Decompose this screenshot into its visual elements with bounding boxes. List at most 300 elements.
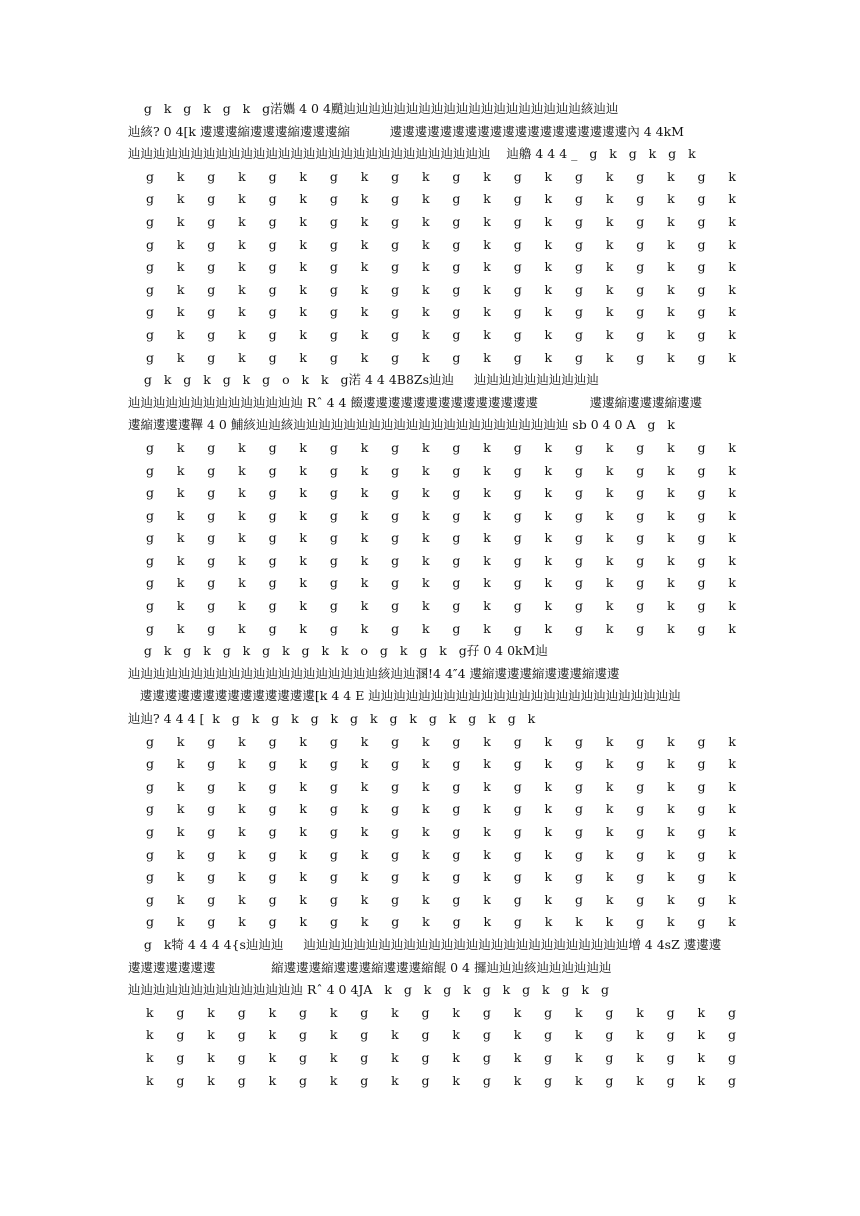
letter-cell: k: [421, 530, 430, 546]
letter-cell: k: [667, 236, 675, 252]
letter-cell: k: [728, 507, 736, 523]
letter-cell: k: [605, 213, 614, 229]
letter-cell: g: [574, 620, 583, 636]
letter-cell: g: [329, 801, 338, 817]
letter-cell: k: [299, 733, 307, 749]
letter-cell: g: [146, 575, 155, 591]
letter-row: [128, 731, 738, 754]
letter-cell: g: [697, 598, 706, 614]
letter-cell: k: [360, 168, 369, 184]
letter-cell: g: [452, 304, 461, 320]
letter-cell: k: [360, 485, 369, 501]
letter-cell: k: [238, 733, 246, 749]
letter-cell: k: [360, 213, 369, 229]
letter-cell: k: [422, 914, 430, 930]
letter-cell: g: [268, 801, 277, 817]
letter-cell: k: [421, 259, 430, 275]
letter-cell: g: [636, 620, 645, 636]
letter-cell: g: [268, 281, 277, 297]
letter-cell: k: [360, 281, 369, 297]
letter-cell: k: [146, 1027, 154, 1043]
letter-cell: k: [697, 1072, 706, 1088]
letter-cell: k: [329, 1004, 338, 1020]
letter-cell: k: [176, 846, 185, 862]
letter-cell: k: [483, 801, 491, 817]
letter-cell: k: [544, 304, 553, 320]
letter-cell: k: [238, 846, 246, 862]
letter-cell: g: [268, 462, 277, 478]
letter-cell: g: [329, 530, 338, 546]
letter-cell: k: [421, 733, 430, 749]
letter-cell: k: [176, 530, 185, 546]
letter-cell: g: [329, 824, 338, 839]
letter-cell: g: [697, 530, 706, 546]
letter-cell: k: [452, 1004, 460, 1020]
letter-cell: k: [421, 168, 430, 184]
letter-cell: k: [667, 598, 675, 614]
letter-cell: k: [605, 462, 614, 478]
letter-cell: k: [605, 891, 614, 907]
letter-cell: k: [299, 756, 307, 772]
letter-cell: k: [728, 801, 736, 817]
letter-cell: g: [636, 824, 645, 839]
letter-cell: g: [268, 213, 277, 229]
letter-cell: g: [329, 485, 338, 501]
letter-cell: g: [727, 1072, 736, 1088]
letter-cell: k: [483, 168, 491, 184]
letter-cell: g: [697, 801, 706, 817]
letter-cell: k: [176, 756, 185, 772]
letter-cell: k: [728, 213, 736, 229]
letter-cell: g: [513, 552, 522, 568]
letter-cell: g: [452, 824, 461, 839]
letter-row: [128, 347, 738, 370]
letter-cell: g: [207, 439, 216, 455]
letter-cell: k: [728, 733, 736, 749]
letter-cell: k: [483, 778, 491, 794]
letter-cell: g: [207, 552, 216, 568]
letter-cell: k: [728, 575, 736, 591]
letter-cell: g: [237, 1072, 246, 1088]
letter-cell: g: [697, 756, 706, 772]
letter-cell: k: [483, 507, 491, 523]
letter-cell: g: [268, 778, 277, 794]
letter-cell: k: [238, 349, 246, 365]
letter-cell: k: [636, 1072, 644, 1088]
letter-cell: k: [421, 778, 430, 794]
document-body: [128, 98, 738, 1092]
letter-cell: g: [636, 733, 645, 749]
letter-cell: k: [421, 191, 430, 207]
letter-cell: k: [728, 304, 736, 320]
letter-cell: k: [513, 1049, 522, 1065]
letter-cell: g: [452, 846, 461, 862]
letter-cell: g: [482, 1004, 491, 1020]
letter-cell: g: [391, 304, 400, 320]
letter-cell: g: [636, 778, 645, 794]
letter-cell: k: [360, 891, 369, 907]
letter-cell: k: [483, 485, 491, 501]
letter-cell: g: [452, 891, 461, 907]
letter-cell: k: [176, 462, 185, 478]
letter-cell: k: [299, 914, 308, 930]
letter-cell: k: [574, 1072, 583, 1088]
letter-cell: g: [452, 620, 461, 636]
letter-cell: g: [513, 349, 522, 365]
letter-cell: k: [421, 326, 430, 342]
letter-cell: k: [728, 462, 736, 478]
letter-cell: g: [207, 530, 216, 546]
letter-cell: g: [482, 1049, 491, 1065]
letter-cell: g: [452, 191, 461, 207]
letter-row: [128, 1047, 738, 1070]
letter-cell: g: [207, 236, 216, 252]
letter-cell: k: [176, 191, 185, 207]
letter-cell: k: [452, 1072, 460, 1088]
letter-cell: k: [544, 552, 553, 568]
letter-cell: g: [636, 191, 645, 207]
letter-cell: k: [299, 304, 307, 320]
letter-cell: g: [513, 598, 522, 614]
letter-cell: g: [636, 236, 645, 252]
letter-cell: k: [299, 891, 307, 907]
letter-cell: g: [697, 507, 706, 523]
letter-cell: g: [452, 168, 461, 184]
letter-cell: k: [299, 824, 307, 839]
letter-cell: g: [452, 801, 461, 817]
letter-cell: k: [176, 824, 185, 839]
letter-cell: k: [667, 191, 675, 207]
letter-cell: k: [176, 914, 185, 930]
letter-cell: k: [452, 1027, 460, 1043]
letter-cell: g: [391, 462, 400, 478]
letter-cell: g: [207, 462, 216, 478]
text-line: g k g k g k g o k k g渃 4 4 4B8Zs辿辿 辿辿辿辿辿辿辿辿辿辿: [128, 372, 599, 388]
letter-cell: g: [329, 756, 338, 772]
letter-cell: g: [574, 801, 583, 817]
letter-cell: k: [299, 326, 307, 342]
letter-cell: g: [146, 485, 155, 501]
letter-cell: g: [329, 507, 338, 523]
letter-cell: k: [421, 846, 430, 862]
letter-cell: k: [605, 552, 614, 568]
letter-cell: g: [391, 349, 400, 365]
letter-cell: k: [176, 891, 185, 907]
letter-cell: g: [636, 914, 645, 930]
letter-row: [128, 256, 738, 279]
letter-cell: g: [176, 1004, 185, 1020]
letter-cell: g: [727, 1004, 736, 1020]
letter-cell: g: [452, 326, 461, 342]
letter-cell: g: [391, 620, 400, 636]
letter-cell: k: [238, 304, 246, 320]
letter-cell: g: [268, 598, 277, 614]
letter-cell: k: [697, 1004, 706, 1020]
letter-cell: g: [513, 575, 522, 591]
letter-cell: g: [298, 1027, 307, 1043]
letter-cell: g: [329, 869, 338, 885]
letter-cell: g: [513, 304, 522, 320]
letter-cell: k: [636, 1049, 644, 1065]
letter-cell: g: [146, 914, 155, 930]
letter-cell: g: [574, 778, 583, 794]
letter-cell: k: [483, 281, 491, 297]
letter-cell: k: [421, 598, 430, 614]
letter-cell: k: [176, 507, 185, 523]
letter-cell: k: [176, 439, 185, 455]
letter-cell: g: [605, 1004, 614, 1020]
letter-cell: k: [360, 326, 369, 342]
letter-row: [128, 166, 738, 189]
letter-cell: k: [544, 733, 553, 749]
letter-cell: g: [452, 756, 461, 772]
letter-row: [128, 866, 738, 889]
letter-cell: g: [697, 349, 706, 365]
letter-cell: g: [391, 191, 400, 207]
letter-cell: k: [544, 530, 553, 546]
letter-cell: k: [299, 598, 307, 614]
letter-row: [128, 301, 738, 324]
letter-cell: g: [574, 733, 583, 749]
letter-row: [128, 234, 738, 257]
letter-cell: g: [636, 507, 645, 523]
letter-cell: k: [238, 326, 246, 342]
letter-cell: k: [605, 575, 614, 591]
letter-cell: k: [421, 439, 430, 455]
letter-cell: g: [727, 1027, 736, 1043]
letter-row: [128, 844, 738, 867]
letter-cell: k: [667, 733, 675, 749]
letter-cell: k: [728, 846, 736, 862]
letter-cell: k: [728, 869, 736, 885]
letter-cell: g: [697, 462, 706, 478]
letter-cell: k: [238, 236, 246, 252]
letter-cell: g: [697, 191, 706, 207]
text-line: 辿辿辿辿辿辿辿辿辿辿辿辿辿辿 Rˆ 4 4 餟遱遱遱遱遱遱遱遱遱遱遱遱遱遱 遱遱縮遱遱遱縮遱遱: [128, 394, 703, 410]
letter-cell: k: [513, 1004, 522, 1020]
letter-cell: g: [329, 439, 338, 455]
letter-cell: k: [391, 1027, 399, 1043]
letter-cell: k: [605, 846, 614, 862]
letter-cell: g: [636, 552, 645, 568]
letter-cell: g: [482, 1027, 491, 1043]
letter-cell: k: [238, 281, 246, 297]
letter-cell: g: [697, 304, 706, 320]
letter-row: [128, 1024, 738, 1047]
letter-cell: g: [391, 530, 400, 546]
letter-cell: g: [421, 1072, 430, 1088]
text-line: 遱縮遱遱遱鞸 4 0 鯆絯辿辿絯辿辿辿辿辿辿辿辿辿辿辿辿辿辿辿辿辿辿辿辿辿辿 sb 0 4 0 A g k: [128, 417, 675, 433]
letter-cell: g: [697, 575, 706, 591]
letter-cell: k: [574, 1049, 583, 1065]
letter-cell: k: [360, 914, 369, 930]
letter-cell: g: [513, 236, 522, 252]
letter-cell: k: [299, 620, 307, 636]
letter-cell: g: [391, 756, 400, 772]
letter-cell: g: [513, 213, 522, 229]
letter-cell: g: [207, 756, 216, 772]
letter-cell: k: [667, 485, 675, 501]
letter-cell: g: [237, 1004, 246, 1020]
letter-cell: k: [728, 259, 736, 275]
letter-row: [128, 482, 738, 505]
letter-cell: k: [728, 439, 736, 455]
letter-cell: g: [207, 620, 216, 636]
letter-cell: g: [697, 620, 706, 636]
letter-cell: k: [697, 1027, 706, 1043]
letter-cell: k: [360, 236, 369, 252]
letter-cell: k: [728, 620, 736, 636]
letter-cell: g: [268, 846, 277, 862]
letter-cell: k: [483, 326, 491, 342]
letter-cell: g: [329, 552, 338, 568]
letter-cell: k: [146, 1072, 154, 1088]
letter-cell: k: [605, 756, 614, 772]
letter-cell: g: [146, 326, 155, 342]
letter-cell: g: [452, 349, 461, 365]
letter-cell: k: [605, 914, 614, 930]
letter-cell: k: [483, 191, 491, 207]
letter-row: [128, 527, 738, 550]
letter-cell: k: [176, 304, 185, 320]
letter-cell: g: [207, 168, 216, 184]
letter-cell: k: [483, 914, 492, 930]
letter-cell: g: [636, 530, 645, 546]
letter-cell: g: [237, 1049, 246, 1065]
letter-cell: g: [636, 891, 645, 907]
letter-cell: k: [238, 530, 246, 546]
letter-cell: k: [360, 756, 369, 772]
letter-cell: k: [728, 552, 736, 568]
letter-cell: g: [329, 236, 338, 252]
letter-cell: k: [728, 914, 736, 930]
letter-cell: g: [268, 191, 277, 207]
letter-cell: g: [697, 914, 706, 930]
letter-cell: k: [605, 801, 614, 817]
letter-cell: k: [667, 281, 675, 297]
text-line: 辿辿? 4 4 4 [ k g k g k g k g k g k g k g k g k: [128, 711, 536, 727]
letter-cell: g: [207, 304, 216, 320]
letter-cell: g: [329, 575, 338, 591]
letter-cell: g: [697, 485, 706, 501]
letter-cell: g: [697, 869, 706, 885]
letter-row: [128, 618, 738, 641]
letter-cell: k: [605, 349, 614, 365]
letter-cell: k: [238, 620, 246, 636]
letter-cell: k: [299, 846, 307, 862]
letter-cell: g: [329, 213, 338, 229]
letter-cell: g: [697, 281, 706, 297]
letter-cell: k: [238, 439, 246, 455]
letter-cell: g: [391, 439, 400, 455]
letter-cell: g: [391, 236, 400, 252]
letter-row: [128, 505, 738, 528]
letter-cell: g: [391, 326, 400, 342]
letter-cell: g: [452, 485, 461, 501]
letter-cell: k: [299, 213, 307, 229]
letter-cell: g: [452, 236, 461, 252]
letter-cell: g: [329, 733, 338, 749]
letter-cell: k: [605, 869, 614, 885]
letter-row: [128, 324, 738, 347]
letter-cell: g: [176, 1049, 185, 1065]
letter-cell: k: [544, 620, 553, 636]
letter-cell: k: [544, 168, 553, 184]
letter-cell: k: [483, 259, 491, 275]
letter-cell: k: [360, 598, 369, 614]
letter-cell: g: [605, 1072, 614, 1088]
text-line: g k犄 4 4 4 4{s辿辿辿 辿辿辿辿辿辿辿辿辿辿辿辿辿辿辿辿辿辿辿辿辿辿辿辿辿辿增 4 4sZ 遱遱遱: [128, 936, 722, 952]
letter-cell: k: [483, 846, 491, 862]
letter-cell: k: [421, 869, 430, 885]
letter-cell: g: [391, 846, 400, 862]
letter-cell: g: [268, 507, 277, 523]
letter-cell: k: [483, 439, 491, 455]
letter-cell: k: [421, 485, 430, 501]
letter-cell: k: [667, 552, 675, 568]
letter-cell: g: [207, 801, 216, 817]
letter-cell: g: [574, 756, 583, 772]
letter-cell: k: [605, 530, 614, 546]
letter-cell: k: [544, 485, 553, 501]
letter-cell: g: [268, 530, 277, 546]
letter-cell: k: [268, 1004, 277, 1020]
letter-row: [128, 776, 738, 799]
letter-cell: k: [360, 846, 369, 862]
letter-cell: k: [728, 349, 736, 365]
letter-cell: k: [421, 236, 430, 252]
letter-cell: k: [544, 349, 553, 365]
letter-cell: k: [238, 552, 246, 568]
letter-cell: g: [636, 756, 645, 772]
letter-cell: k: [360, 552, 369, 568]
letter-cell: k: [176, 801, 185, 817]
letter-cell: g: [666, 1049, 675, 1065]
letter-cell: g: [268, 620, 277, 636]
letter-row: [128, 911, 738, 934]
letter-cell: k: [667, 213, 675, 229]
letter-cell: g: [636, 349, 645, 365]
letter-cell: g: [268, 891, 277, 907]
letter-cell: k: [544, 824, 553, 839]
letter-cell: k: [146, 1049, 154, 1065]
letter-cell: k: [605, 304, 614, 320]
letter-cell: k: [728, 236, 736, 252]
letter-cell: k: [329, 1027, 338, 1043]
letter-cell: k: [728, 326, 736, 342]
letter-cell: k: [176, 168, 185, 184]
letter-cell: g: [636, 326, 645, 342]
letter-cell: k: [360, 507, 369, 523]
letter-cell: g: [605, 1049, 614, 1065]
letter-cell: k: [421, 349, 430, 365]
letter-row: [128, 1070, 738, 1093]
letter-cell: k: [360, 801, 369, 817]
letter-cell: k: [513, 1072, 522, 1088]
letter-cell: g: [329, 914, 338, 930]
letter-cell: g: [207, 914, 216, 930]
letter-cell: g: [391, 168, 400, 184]
letter-cell: g: [360, 1027, 369, 1043]
letter-cell: k: [299, 801, 307, 817]
letter-cell: g: [574, 846, 583, 862]
letter-cell: k: [360, 439, 369, 455]
letter-cell: g: [513, 326, 522, 342]
letter-cell: k: [238, 213, 246, 229]
letter-cell: k: [176, 213, 185, 229]
letter-cell: k: [299, 869, 307, 885]
letter-cell: g: [207, 824, 216, 839]
